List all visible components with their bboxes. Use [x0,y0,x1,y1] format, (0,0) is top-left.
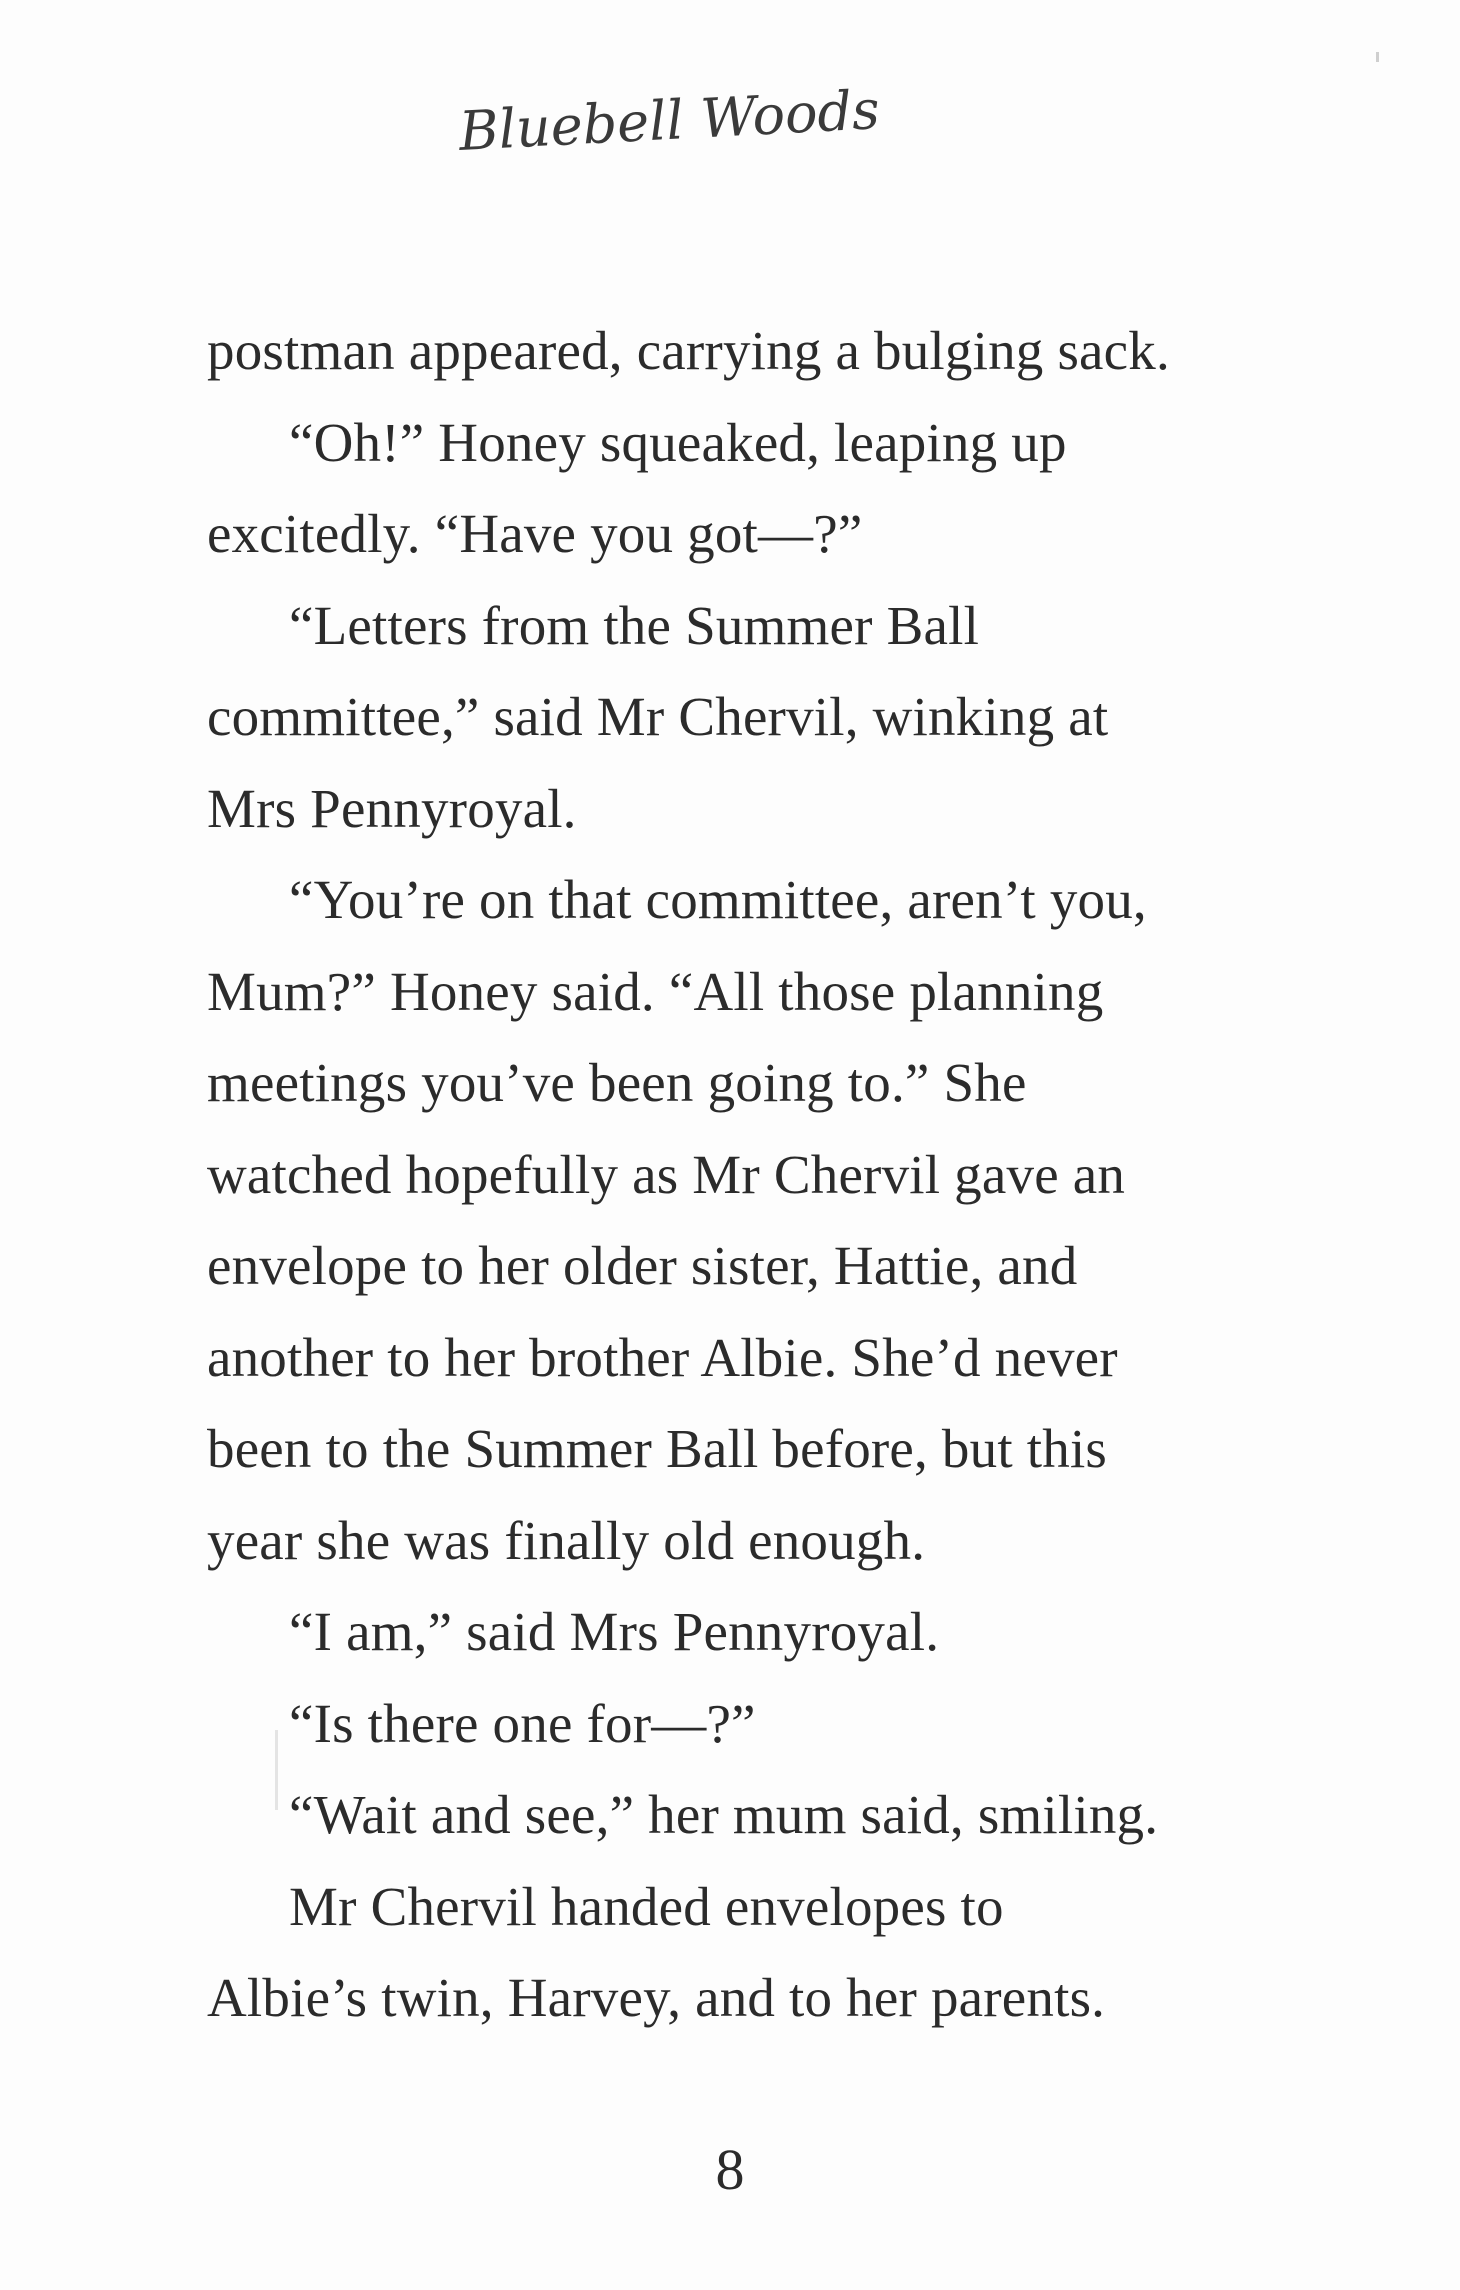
text-line: committee,” said Mr Chervil, winking at [207,686,1109,747]
text-line: meetings you’ve been going to.” She [207,1052,1027,1113]
text-line: excitedly. “Have you got—?” [207,503,863,564]
text-line: Mrs Pennyroyal. [207,777,577,839]
text-line: “You’re on that committee, aren’t you, [289,869,1147,930]
text-line: “I am,” said Mrs Pennyroyal. [289,1601,940,1662]
text-line: envelope to her older sister, Hattie, and [207,1235,1078,1296]
page-number: 8 [715,2137,745,2202]
text-line: been to the Summer Ball before, but this [207,1418,1108,1479]
text-line: year she was finally old enough. [207,1509,926,1571]
text-line: “Wait and see,” her mum said, smiling. [289,1784,1159,1845]
scan-speck [1376,52,1379,62]
text-line: another to her brother Albie. She’d never [207,1326,1118,1388]
header-title: Bluebell Woods [457,78,882,163]
scan-speck [275,1730,278,1810]
text-line: Mum?” Honey said. “All those planning [207,960,1104,1022]
text-line: “Oh!” Honey squeaked, leaping up [289,411,1067,473]
text-line: Albie’s twin, Harvey, and to her parents. [207,1967,1106,2028]
text-line: “Letters from the Summer Ball [289,594,980,656]
text-line: watched hopefully as Mr Chervil gave an [207,1143,1126,1205]
running-header [440,60,1040,210]
text-line: postman appeared, carrying a bulging sack. [207,320,1170,381]
text-line: “Is there one for—?” [289,1692,756,1754]
text-line: Mr Chervil handed envelopes to [289,1875,1004,1937]
chapter-text [207,305,1307,2044]
